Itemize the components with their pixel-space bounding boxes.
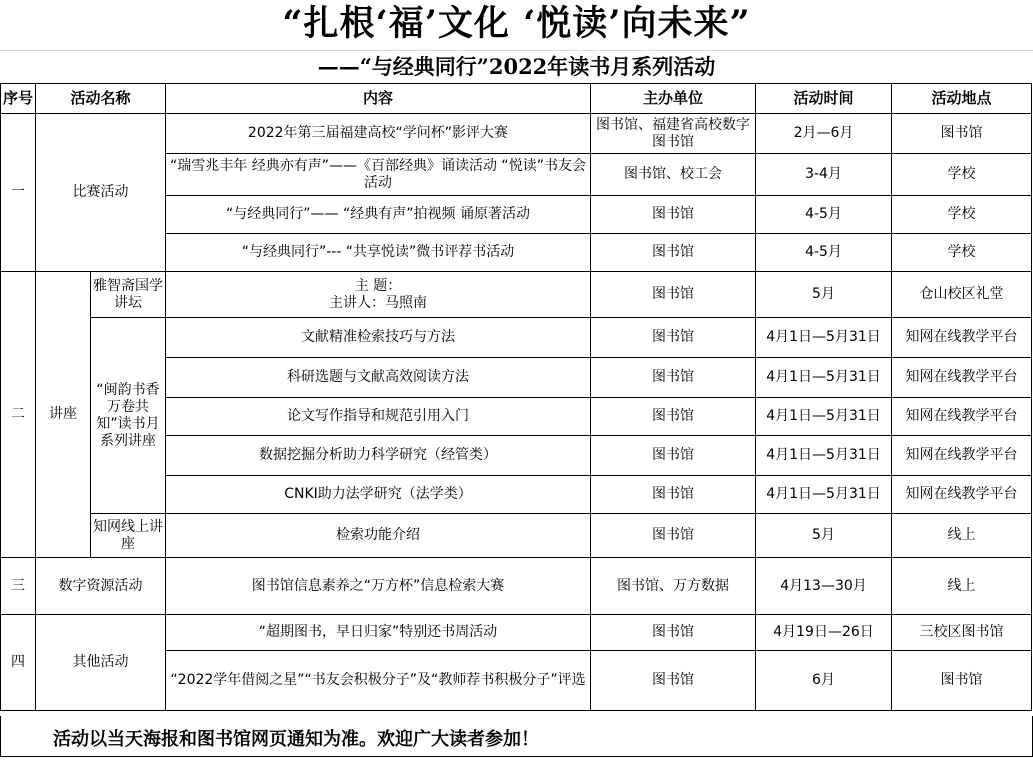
row-place: 学校: [892, 196, 1032, 234]
row-time: 4月1日—5月31日: [756, 358, 892, 398]
row-place: 三校区图书馆: [892, 615, 1032, 651]
row-organizer: 图书馆: [591, 398, 756, 436]
row-content: “瑞雪兆丰年 经典亦有声”——《百部经典》诵读活动 “悦读”书友会活动: [166, 154, 591, 196]
header-time: 活动时间: [756, 84, 892, 114]
row-organizer: 图书馆: [591, 514, 756, 558]
row-place: 知网在线教学平台: [892, 358, 1032, 398]
footer-notice: [0, 716, 1033, 757]
row-time: 4月1日—5月31日: [756, 436, 892, 476]
row-place: 知网在线教学平台: [892, 398, 1032, 436]
table-row: [1, 615, 1032, 651]
row-organizer: 图书馆: [591, 272, 756, 318]
table-row: [1, 318, 1032, 358]
row-time: 5月: [756, 272, 892, 318]
row-organizer: 图书馆: [591, 358, 756, 398]
section-seq-2: 二: [1, 272, 36, 558]
row-place: 学校: [892, 234, 1032, 272]
row-content: “超期图书，早日归家”特别还书周活动: [166, 615, 591, 651]
row-place: 仓山校区礼堂: [892, 272, 1032, 318]
header-seq: 序号: [1, 84, 36, 114]
table-row: [1, 114, 1032, 154]
table-row: [1, 558, 1032, 615]
row-organizer: 图书馆: [591, 318, 756, 358]
row-content: 检索功能介绍: [166, 514, 591, 558]
header-place: 活动地点: [892, 84, 1032, 114]
row-content: CNKI助力法学研究（法学类）: [166, 476, 591, 514]
row-content: 论文写作指导和规范引用入门: [166, 398, 591, 436]
table-header-row: [1, 84, 1032, 114]
section-name-2: 讲座: [36, 272, 91, 558]
footer-text: 活动以当天海报和图书馆网页通知为准。欢迎广大读者参加！: [53, 729, 539, 750]
row-content: 科研选题与文献高效阅读方法: [166, 358, 591, 398]
subsection-name: “闽韵书香 万卷共知”读书月系列讲座: [91, 318, 166, 514]
row-time: 4-5月: [756, 234, 892, 272]
row-time: 5月: [756, 514, 892, 558]
header-organizer: 主办单位: [591, 84, 756, 114]
section-name-3: 数字资源活动: [36, 558, 166, 615]
row-time: 4月1日—5月31日: [756, 476, 892, 514]
page-subtitle: ——“与经典同行”2022年读书月系列活动: [317, 54, 716, 79]
row-time: 4月1日—5月31日: [756, 398, 892, 436]
row-content: 图书馆信息素养之“万方杯”信息检索大赛: [166, 558, 591, 615]
row-time: 4月13—30月: [756, 558, 892, 615]
subsection-name: 雅智斋国学讲坛: [91, 272, 166, 318]
row-content: “2022学年借阅之星”“书友会积极分子”及“教师荐书积极分子”评选: [166, 651, 591, 711]
row-content: 文献精准检索技巧与方法: [166, 318, 591, 358]
row-content: 2022年第三届福建高校“学问杯”影评大赛: [166, 114, 591, 154]
section-seq-3: 三: [1, 558, 36, 615]
row-organizer: 图书馆: [591, 651, 756, 711]
header-content: 内容: [166, 84, 591, 114]
table-row: [1, 272, 1032, 318]
header-name: 活动名称: [36, 84, 166, 114]
row-content: 数据挖掘分析助力科学研究（经管类）: [166, 436, 591, 476]
row-place: 学校: [892, 154, 1032, 196]
row-place: 知网在线教学平台: [892, 318, 1032, 358]
page-title: “扎根‘福’文化 ‘悦读’向未来”: [282, 3, 751, 44]
row-place: 图书馆: [892, 114, 1032, 154]
row-organizer: 图书馆、校工会: [591, 154, 756, 196]
section-seq-1: 一: [1, 114, 36, 272]
row-place: 线上: [892, 514, 1032, 558]
row-organizer: 图书馆: [591, 615, 756, 651]
row-place: 图书馆: [892, 651, 1032, 711]
row-time: 2月—6月: [756, 114, 892, 154]
section-seq-4: 四: [1, 615, 36, 711]
row-time: 4月19日—26日: [756, 615, 892, 651]
section-name-4: 其他活动: [36, 615, 166, 711]
row-time: 6月: [756, 651, 892, 711]
row-content: “与经典同行”--- “共享悦读”微书评荐书活动: [166, 234, 591, 272]
row-content: 主 题： 主讲人：马照南: [166, 272, 591, 318]
row-time: 4月1日—5月31日: [756, 318, 892, 358]
row-organizer: 图书馆: [591, 234, 756, 272]
row-time: 4-5月: [756, 196, 892, 234]
row-organizer: 图书馆: [591, 436, 756, 476]
row-organizer: 图书馆: [591, 476, 756, 514]
row-organizer: 图书馆: [591, 196, 756, 234]
row-organizer: 图书馆、万方数据: [591, 558, 756, 615]
activity-table: [0, 83, 1032, 711]
table-row: [1, 514, 1032, 558]
subsection-name: 知网线上讲座: [91, 514, 166, 558]
row-place: 知网在线教学平台: [892, 476, 1032, 514]
row-place: 知网在线教学平台: [892, 436, 1032, 476]
row-time: 3-4月: [756, 154, 892, 196]
row-place: 线上: [892, 558, 1032, 615]
row-content: “与经典同行”—— “经典有声”拍视频 诵原著活动: [166, 196, 591, 234]
row-organizer: 图书馆、福建省高校数字图书馆: [591, 114, 756, 154]
section-name-1: 比赛活动: [36, 114, 166, 272]
